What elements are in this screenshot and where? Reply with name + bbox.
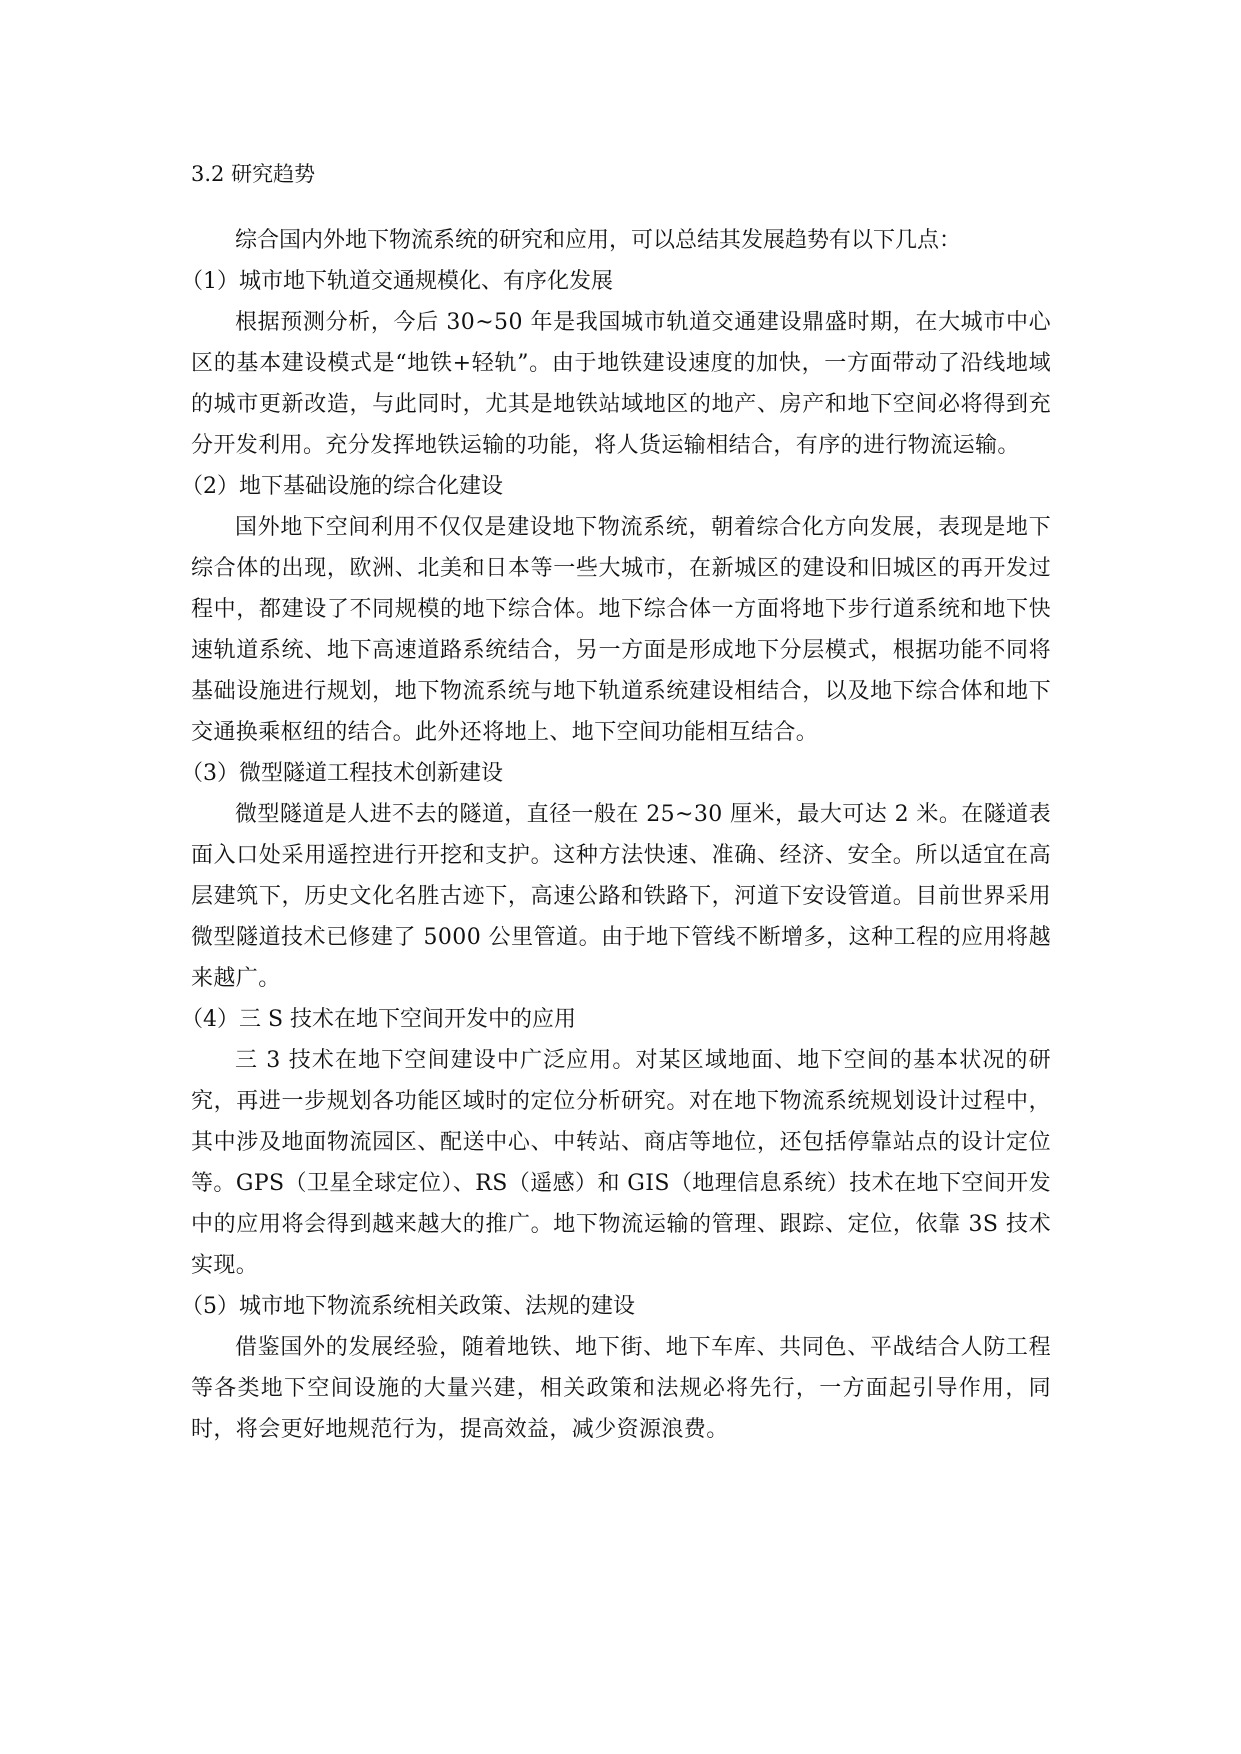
item-body-1: 根据预测分析，今后 30~50 年是我国城市轨道交通建设鼎盛时期，在大城市中心区的基本建设模式是“地铁+轻轨”。由于地铁建设速度的加快，一方面带动了沿线地域的城市更新改造，与此同时，尤其是地铁站域地区的地产、房产和地下空间必将得到充分开发利用。充分发挥地铁运输的功能，将人货运输相结合，有序的进行物流运输。: [191, 310, 1051, 458]
item-body-2: 国外地下空间利用不仅仅是建设地下物流系统，朝着综合化方向发展，表现是地下综合体的出现，欧洲、北美和日本等一些大城市，在新城区的建设和旧城区的再开发过程中，都建设了不同规模的地下综合体。地下综合体一方面将地下步行道系统和地下快速轨道系统、地下高速道路系统结合，另一方面是形成地下分层模式，根据功能不同将基础设施进行规划，地下物流系统与地下轨道系统建设相结合，以及地下综合体和地下交通换乘枢纽的结合。此外还将地上、地下空间功能相互结合。: [191, 515, 1051, 745]
item-body-5: 借鉴国外的发展经验，随着地铁、地下街、地下车库、共同色、平战结合人防工程等各类地下空间设施的大量兴建，相关政策和法规必将先行，一方面起引导作用，同时，将会更好地规范行为，提高效益，减少资源浪费。: [191, 1335, 1051, 1442]
item-body-3: 微型隧道是人进不去的隧道，直径一般在 25~30 厘米，最大可达 2 米。在隧道表面入口处采用遥控进行开挖和支护。这种方法快速、准确、经济、安全。所以适宜在高层建筑下，历史文化名胜古迹下，高速公路和铁路下，河道下安设管道。目前世界采用微型隧道技术已修建了 5000 公里管道。由于地下管线不断增多，这种工程的应用将越来越广。: [191, 802, 1051, 991]
item-heading-4: （4）三 S 技术在地下空间开发中的应用: [181, 1007, 577, 1032]
item-heading-5: （5）城市地下物流系统相关政策、法规的建设: [181, 1294, 635, 1319]
item-heading-1: （1）城市地下轨道交通规模化、有序化发展: [181, 269, 613, 294]
item-body-4: 三 3 技术在地下空间建设中广泛应用。对某区域地面、地下空间的基本状况的研究，再进一步规划各功能区域时的定位分析研究。对在地下物流系统规划设计过程中，其中涉及地面物流园区、配送中心、中转站、商店等地位，还包括停靠站点的设计定位等。GPS（卫星全球定位）、RS（遥感）和 GIS（地理信息系统）技术在地下空间开发中的应用将会得到越来越大的推广。地下物流运输的管理、跟踪、定位，依靠 3S 技术实现。: [191, 1048, 1051, 1278]
document-page: [181, 158, 1051, 1450]
intro-paragraph: 综合国内外地下物流系统的研究和应用，可以总结其发展趋势有以下几点：: [235, 228, 962, 253]
item-heading-3: （3）微型隧道工程技术创新建设: [181, 761, 503, 786]
section-title: 3.2 研究趋势: [191, 162, 316, 186]
item-heading-2: （2）地下基础设施的综合化建设: [181, 474, 503, 499]
